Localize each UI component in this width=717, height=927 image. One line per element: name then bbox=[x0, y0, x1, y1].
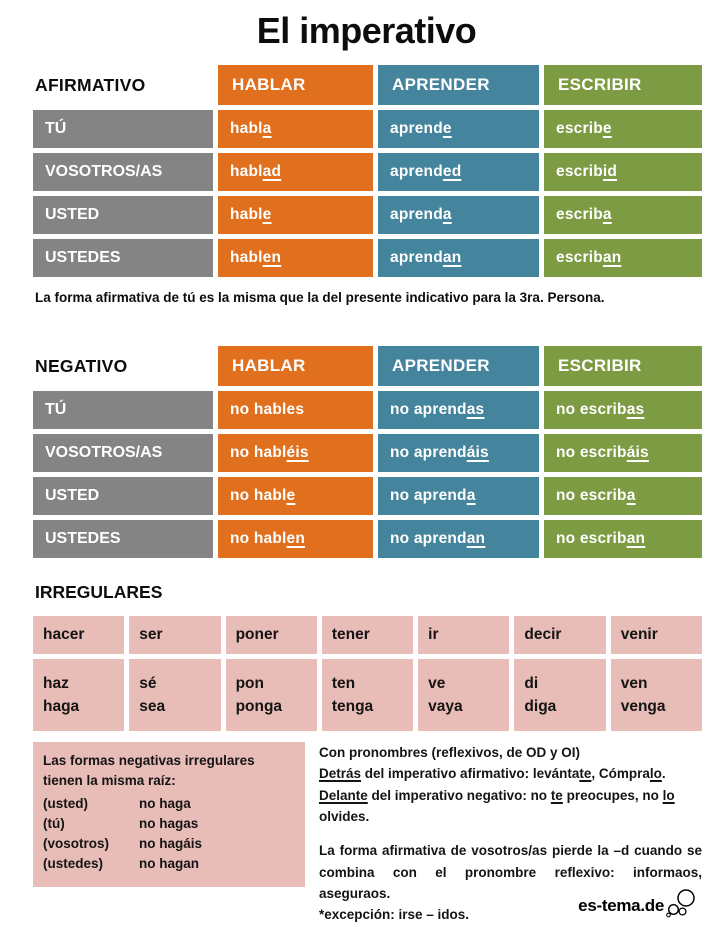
verb-ending: an bbox=[626, 530, 646, 547]
verb-ending: e bbox=[442, 120, 452, 137]
verb-ending: éis bbox=[286, 444, 309, 461]
verb-ending: as bbox=[466, 401, 485, 418]
column-header-aprender: APRENDER bbox=[378, 65, 539, 105]
irregular-verb-header: hacer bbox=[33, 616, 124, 654]
verb-stem: escrib bbox=[556, 120, 603, 137]
row-label-ustedes: USTEDES bbox=[33, 239, 213, 277]
verb-ending: e bbox=[262, 206, 272, 223]
verb-cell bbox=[378, 520, 539, 558]
verb-cell bbox=[544, 110, 702, 148]
list-item bbox=[43, 794, 295, 814]
row-label-vosotros: VOSOTROS/AS bbox=[33, 153, 213, 191]
verb-stem: aprend bbox=[390, 120, 443, 137]
form-tu: di bbox=[524, 674, 539, 692]
logo bbox=[578, 888, 697, 923]
negative-irregulars-box bbox=[33, 742, 305, 887]
form-value: no haga bbox=[139, 795, 191, 811]
form-tu: ven bbox=[620, 674, 648, 692]
verb-stem: aprend bbox=[390, 249, 443, 266]
pronouns-line-3 bbox=[319, 785, 702, 828]
person-label: (usted) bbox=[43, 795, 88, 811]
verb-cell bbox=[378, 153, 539, 191]
page-title: El imperativo bbox=[256, 10, 477, 51]
verb-cell bbox=[544, 391, 702, 429]
form-value: no hagan bbox=[139, 856, 199, 872]
verb-ending: as bbox=[626, 401, 645, 418]
verb-ending: áis bbox=[466, 444, 489, 461]
verb-stem: habl bbox=[230, 120, 263, 137]
rich-segment: lo bbox=[649, 766, 662, 782]
verb-stem: habl bbox=[230, 249, 263, 266]
spacer bbox=[33, 305, 700, 346]
irregular-forms-cell bbox=[322, 659, 413, 731]
verb-ending: e bbox=[286, 487, 296, 504]
rich-segment: . bbox=[661, 766, 666, 782]
irregular-forms-cell bbox=[418, 659, 509, 731]
logo-text: es-tema.de bbox=[578, 895, 664, 915]
verb-cell bbox=[218, 477, 373, 515]
irregular-forms-cell bbox=[226, 659, 317, 731]
verb-stem: escrib bbox=[556, 249, 603, 266]
form-usted: diga bbox=[524, 698, 557, 715]
exception-note: *excepción: irse – idos. bbox=[319, 907, 470, 923]
verb-stem: no habl bbox=[230, 487, 287, 504]
form-usted: sea bbox=[139, 698, 166, 715]
rich-segment: Detrás bbox=[319, 766, 362, 782]
form-tu: haz bbox=[43, 674, 69, 692]
list-item bbox=[43, 854, 295, 874]
afirmativo-label: AFIRMATIVO bbox=[35, 74, 146, 95]
verb-ending: en bbox=[286, 530, 306, 547]
afirmativo-note: La forma afirmativa de tú es la misma que la del presente indicativo para la 3ra. Persona. bbox=[35, 290, 605, 305]
rich-segment: , Cómpra bbox=[591, 766, 650, 782]
irregular-verb-header: ser bbox=[129, 616, 220, 654]
verb-cell bbox=[218, 520, 373, 558]
irregular-verb-header: ir bbox=[418, 616, 509, 654]
verb-cell bbox=[378, 110, 539, 148]
column-header-escribir: ESCRIBIR bbox=[544, 65, 702, 105]
negativo-table bbox=[33, 346, 702, 558]
verb-stem: escrib bbox=[556, 206, 603, 223]
verb-ending: áis bbox=[626, 444, 649, 461]
person-label: (vosotros) bbox=[43, 836, 110, 851]
verb-ending: a bbox=[626, 487, 636, 504]
verb-stem: no aprend bbox=[390, 487, 467, 504]
verb-cell bbox=[218, 434, 373, 472]
irregular-verb-header: tener bbox=[322, 616, 413, 654]
rich-segment: lo bbox=[662, 787, 675, 803]
form-tu: ve bbox=[428, 674, 446, 692]
verb-ending: es bbox=[286, 401, 305, 418]
verb-cell bbox=[218, 153, 373, 191]
verb-ending: an bbox=[466, 530, 486, 547]
verb-cell bbox=[218, 110, 373, 148]
pronouns-line-1 bbox=[319, 742, 702, 763]
form-usted: tenga bbox=[331, 698, 374, 715]
form-tu: sé bbox=[139, 674, 157, 692]
irregular-verb-header: poner bbox=[226, 616, 317, 654]
rich-segment: olvides. bbox=[319, 808, 370, 824]
verb-stem: no aprend bbox=[390, 530, 467, 547]
row-label-usted: USTED bbox=[33, 196, 213, 234]
verb-ending: a bbox=[442, 206, 452, 223]
verb-stem: no escrib bbox=[556, 401, 627, 418]
irregular-forms-cell bbox=[611, 659, 702, 731]
verb-cell bbox=[544, 434, 702, 472]
verb-cell bbox=[544, 153, 702, 191]
verb-cell bbox=[218, 239, 373, 277]
form-usted: vaya bbox=[428, 698, 463, 715]
negativo-label: NEGATIVO bbox=[35, 355, 128, 376]
rich-segment: Con pronombres (reflexivos, de OD y OI) bbox=[319, 745, 581, 760]
verb-cell bbox=[378, 477, 539, 515]
form-tu: ten bbox=[331, 674, 356, 692]
afirmativo-table bbox=[33, 65, 702, 277]
row-label-vosotros: VOSOTROS/AS bbox=[33, 434, 213, 472]
verb-stem: no escrib bbox=[556, 530, 627, 547]
row-label-tu: TÚ bbox=[33, 110, 213, 148]
rich-segment: del imperativo negativo: no bbox=[367, 787, 551, 803]
verb-cell bbox=[218, 391, 373, 429]
negative-irregulars-list bbox=[43, 794, 295, 875]
verb-cell bbox=[544, 196, 702, 234]
verb-ending: en bbox=[262, 249, 282, 266]
verb-ending: a bbox=[262, 120, 272, 137]
row-label-tu: TÚ bbox=[33, 391, 213, 429]
verb-ending: an bbox=[602, 249, 622, 266]
column-header-hablar: HABLAR bbox=[218, 65, 373, 105]
verb-stem: habl bbox=[230, 163, 263, 180]
verb-cell bbox=[378, 391, 539, 429]
irregular-forms-cell bbox=[129, 659, 220, 731]
rich-segment: te bbox=[579, 766, 592, 782]
verb-ending: a bbox=[466, 487, 476, 504]
verb-ending: id bbox=[602, 163, 618, 180]
verb-cell bbox=[378, 434, 539, 472]
irregulares-table bbox=[33, 616, 702, 731]
row-label-ustedes: USTEDES bbox=[33, 520, 213, 558]
rich-segment: del imperativo afirmativo: levánta bbox=[361, 766, 580, 782]
verb-cell bbox=[544, 477, 702, 515]
row-label-usted: USTED bbox=[33, 477, 213, 515]
column-header-hablar: HABLAR bbox=[218, 346, 373, 386]
list-item bbox=[43, 814, 295, 834]
column-header-aprender: APRENDER bbox=[378, 346, 539, 386]
verb-stem: no escrib bbox=[556, 487, 627, 504]
verb-stem: no escrib bbox=[556, 444, 627, 461]
verb-ending: e bbox=[602, 120, 612, 137]
irregular-forms-cell bbox=[33, 659, 124, 731]
list-item bbox=[43, 834, 295, 854]
form-usted: venga bbox=[620, 698, 666, 715]
verb-stem: no habl bbox=[230, 401, 287, 418]
negative-irregulars-intro: Las formas negativas irregulares tienen la misma raíz: bbox=[43, 753, 255, 789]
form-usted: haga bbox=[43, 698, 80, 715]
irregular-forms-cell bbox=[514, 659, 605, 731]
verb-ending: ad bbox=[262, 163, 282, 180]
form-usted: ponga bbox=[235, 698, 283, 715]
person-label: (tú) bbox=[43, 815, 65, 831]
rich-segment: te bbox=[550, 787, 563, 803]
form-tu: pon bbox=[235, 674, 264, 692]
verb-stem: no habl bbox=[230, 530, 287, 547]
vosotros-note: La forma afirmativa de vosotros/as pierde la –d cuando se combina con el pronombre reflexivo: informaos, aseguraos. bbox=[319, 843, 702, 901]
person-label: (ustedes) bbox=[43, 856, 104, 872]
rich-segment: preocupes, no bbox=[562, 787, 663, 803]
verb-cell bbox=[378, 239, 539, 277]
pronouns-line-2 bbox=[319, 763, 702, 784]
verb-cell bbox=[378, 196, 539, 234]
irregulares-heading: IRREGULARES bbox=[35, 582, 163, 602]
verb-ending: a bbox=[602, 206, 612, 223]
irregular-verb-header: venir bbox=[611, 616, 702, 654]
bubbles-icon bbox=[665, 888, 697, 923]
verb-cell bbox=[218, 196, 373, 234]
form-value: no hagáis bbox=[139, 836, 203, 851]
verb-stem: no aprend bbox=[390, 444, 467, 461]
verb-stem: habl bbox=[230, 206, 263, 223]
verb-cell bbox=[544, 520, 702, 558]
verb-stem: escrib bbox=[556, 163, 603, 180]
verb-stem: aprend bbox=[390, 163, 443, 180]
verb-ending: an bbox=[442, 249, 462, 266]
verb-stem: aprend bbox=[390, 206, 443, 223]
verb-stem: no aprend bbox=[390, 401, 467, 418]
verb-ending: ed bbox=[442, 163, 462, 180]
irregular-verb-header: decir bbox=[514, 616, 605, 654]
rich-segment: Delante bbox=[319, 787, 368, 803]
column-header-escribir: ESCRIBIR bbox=[544, 346, 702, 386]
form-value: no hagas bbox=[139, 815, 199, 831]
verb-stem: no habl bbox=[230, 444, 287, 461]
verb-cell bbox=[544, 239, 702, 277]
